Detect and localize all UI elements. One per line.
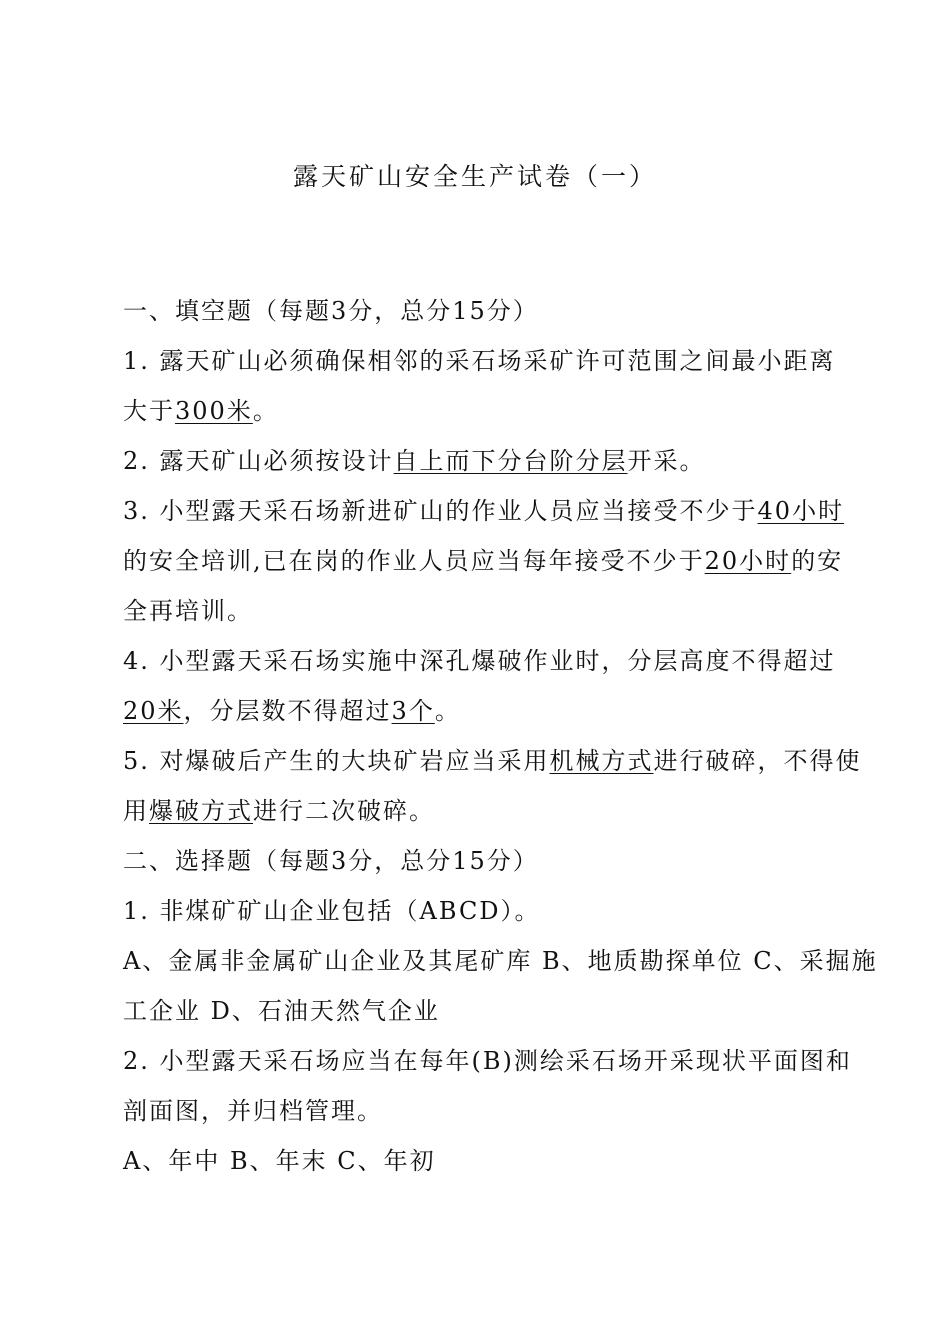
exam-content <box>123 286 878 1186</box>
s1-q5-text-d: 进行二次破碎。 <box>253 797 435 825</box>
s1-q5-text-a: 5. 对爆破后产生的大块矿岩应当采用 <box>123 747 550 775</box>
s2-q1-stem: 1. 非煤矿矿山企业包括（ABCD）。 <box>123 897 541 925</box>
s1-q1-line1: 1. 露天矿山必须确保相邻的采石场采矿许可范围之间最小距离 <box>123 347 836 375</box>
s1-q1-answer: 300米 <box>175 397 253 425</box>
s2-q1-options-line1: A、金属非金属矿山企业及其尾矿库 B、地质勘探单位 C、采掘施 <box>123 947 878 975</box>
s2-q2-line2: 剖面图，并归档管理。 <box>123 1097 383 1125</box>
s1-q4-line2 <box>123 686 839 736</box>
section2-heading: 二、选择题（每题3分，总分15分） <box>123 847 539 875</box>
s1-q4-text-end: 。 <box>434 697 461 725</box>
s1-q3-text-b: 的安全培训,已在岗的作业人员应当每年接受不少于 <box>123 547 705 575</box>
s1-q2-line1 <box>123 436 839 486</box>
s1-q4-text-mid: ，分层数不得超过 <box>183 697 392 725</box>
s1-q3-answer2: 20小时 <box>704 547 792 575</box>
s1-q1-line2 <box>123 386 839 436</box>
s1-q5-text-c: 用 <box>123 797 149 825</box>
s1-q1-text-a: 大于 <box>123 397 175 425</box>
s1-q3-answer1: 40小时 <box>757 497 845 525</box>
s2-q2-options: A、年中 B、年末 C、年初 <box>123 1147 436 1175</box>
s1-q2-text-a: 2. 露天矿山必须按设计 <box>123 447 394 475</box>
s1-q5-line1 <box>123 736 862 786</box>
s1-q5-text-b: 进行破碎，不得使 <box>653 747 862 775</box>
s1-q4-answer2: 3个 <box>391 697 435 725</box>
exam-title: 露天矿山安全生产试卷（一） <box>292 162 657 191</box>
s1-q2-answer: 自上而下分台阶分层 <box>393 447 628 475</box>
s1-q4-answer1: 20米 <box>123 697 184 725</box>
s1-q3-line1 <box>123 486 845 536</box>
s1-q5-answer1: 机械方式 <box>549 747 654 775</box>
section1-heading: 一、填空题（每题3分，总分15分） <box>123 297 539 325</box>
s1-q3-line3: 全再培训。 <box>123 597 253 625</box>
s1-q4-line1: 4. 小型露天采石场实施中深孔爆破作业时，分层高度不得超过 <box>123 647 836 675</box>
s1-q5-line2 <box>123 786 839 836</box>
s1-q2-text-b: 开采。 <box>627 447 706 475</box>
s1-q5-answer2: 爆破方式 <box>149 797 253 825</box>
s1-q1-text-b: 。 <box>252 397 279 425</box>
s2-q2-line1: 2. 小型露天采石场应当在每年(B)测绘采石场开采现状平面图和 <box>123 1047 852 1075</box>
s2-q1-options-line2: 工企业 D、石油天然气企业 <box>123 997 440 1025</box>
s1-q3-text-a: 3. 小型露天采石场新进矿山的作业人员应当接受不少于 <box>123 497 758 525</box>
s1-q3-text-c: 的安 <box>791 547 844 575</box>
s1-q3-line2 <box>123 536 844 586</box>
